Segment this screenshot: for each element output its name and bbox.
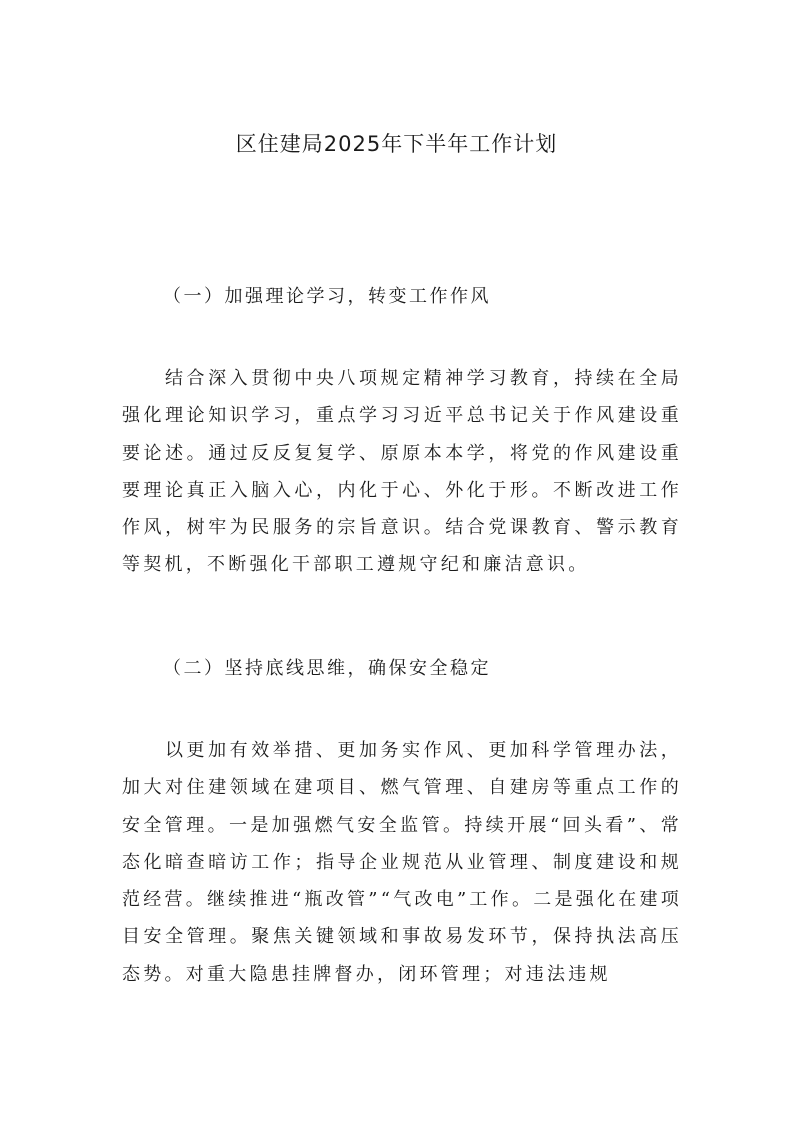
section-heading-2: （二）坚持底线思维，确保安全稳定 bbox=[163, 658, 491, 679]
section-paragraph-2: 以更加有效举措、更加务实作风、更加科学管理办法，加大对住建领域在建项目、燃气管理、自建房等重点工作的安全管理。一是加强燃气安全监管。持续开展“回头看”、常态化暗查暗访工作；指导企业规范从业管理、制度建设和规范经营。继续推进“瓶改管”“气改电”工作。二是强化在建项目安全管理。聚焦关键领域和事故易发环节，保持执法高压态势。对重大隐患挂牌督办，闭环管理；对违法违规 bbox=[122, 740, 682, 985]
document-title: 区住建局2025年下半年工作计划 bbox=[235, 132, 558, 156]
section-heading-1: （一）加强理论学习，转变工作作风 bbox=[163, 286, 491, 307]
section-paragraph-1: 结合深入贯彻中央八项规定精神学习教育，持续在全局强化理论知识学习，重点学习习近平总书记关于作风建设重要论述。通过反反复复学、原原本本学，将党的作风建设重要理论真正入脑入心，内化于心、外化于形。不断改进工作作风，树牢为民服务的宗旨意识。结合党课教育、警示教育等契机，不断强化干部职工遵规守纪和廉洁意识。 bbox=[122, 368, 682, 576]
